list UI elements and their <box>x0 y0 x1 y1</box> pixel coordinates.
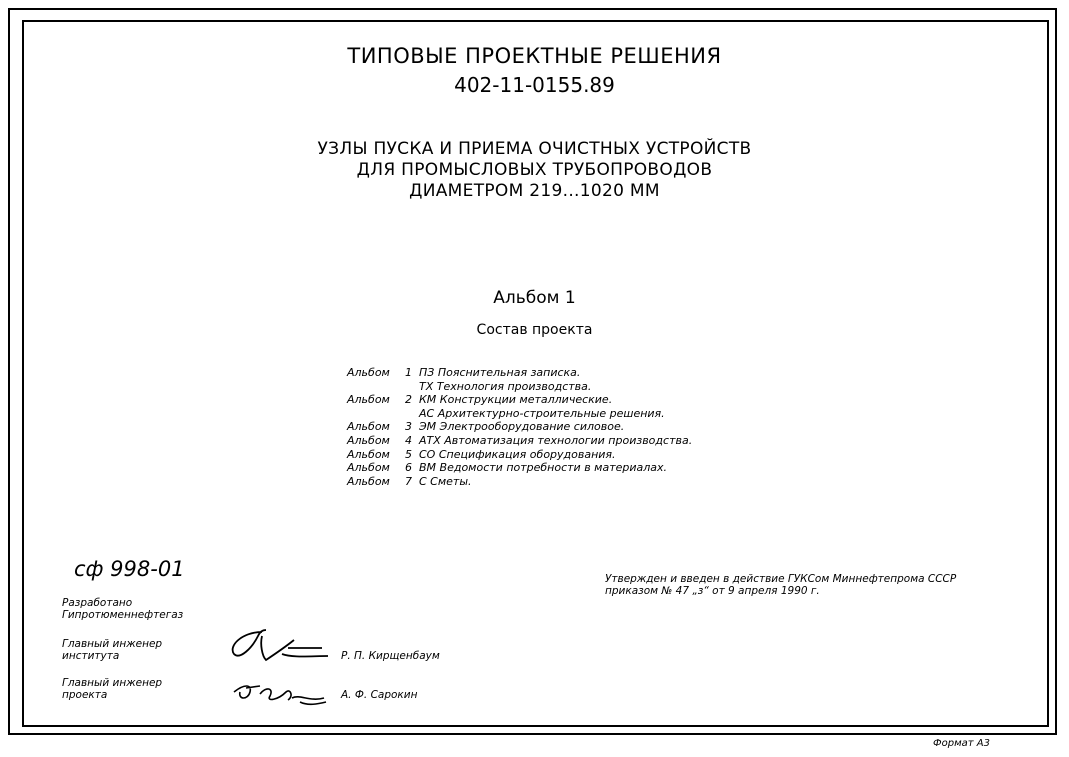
signature-kirschenbaum <box>222 626 332 666</box>
album-number: 5 <box>405 447 412 461</box>
approval-line: Утвержден и введен в действие ГУКСом Миннефтепрома СССР <box>605 573 957 585</box>
composition-list <box>347 366 692 488</box>
album-number: 3 <box>405 420 412 434</box>
album-content: КМ Конструкции металлические. <box>419 393 613 407</box>
document-number: 402-11-0155.89 <box>454 73 615 97</box>
role-label: Главный инженер <box>62 638 163 650</box>
album-number: 4 <box>405 433 412 447</box>
series-title: ТИПОВЫЕ ПРОЕКТНЫЕ РЕШЕНИЯ <box>347 44 722 68</box>
list-item <box>347 393 692 407</box>
developer-label: Разработано <box>62 597 133 609</box>
developer-block <box>62 597 183 621</box>
list-item <box>347 366 692 380</box>
list-item <box>347 407 692 421</box>
album-label: Альбом <box>347 366 390 379</box>
composition-heading: Состав проекта <box>476 322 593 338</box>
role-label: Главный инженер <box>62 677 163 689</box>
approval-block <box>605 573 956 597</box>
signature-sorokin <box>230 678 330 708</box>
chief-engineer-project <box>62 677 162 701</box>
album-number <box>405 380 419 394</box>
subject-line-3: ДИАМЕТРОМ 219...1020 ММ <box>409 181 660 201</box>
engineer-name: А. Ф. Сарокин <box>341 689 418 701</box>
subject-line-1: УЗЛЫ ПУСКА И ПРИЕМА ОЧИСТНЫХ УСТРОЙСТВ <box>317 139 752 159</box>
chief-engineer-institute <box>62 638 162 662</box>
album-label: Альбом <box>347 461 390 475</box>
role-label: института <box>62 650 120 662</box>
role-label: проекта <box>62 689 108 701</box>
album-label: Альбом <box>347 447 390 461</box>
album-label: Альбом <box>347 420 390 434</box>
album-number <box>405 407 419 421</box>
album-label: Альбом <box>347 433 390 447</box>
album-number: 1 <box>405 366 412 379</box>
engineer-name: Р. П. Кирщенбаум <box>341 650 440 662</box>
album-number: 7 <box>405 474 412 488</box>
album-content: АТХ Автоматизация технологии производства. <box>419 433 693 447</box>
list-item <box>347 448 692 462</box>
subject-line-2: ДЛЯ ПРОМЫСЛОВЫХ ТРУБОПРОВОДОВ <box>356 160 713 180</box>
list-item <box>347 420 692 434</box>
album-label <box>347 380 405 394</box>
album-number: 2 <box>405 393 412 407</box>
album-content: АС Архитектурно-строительные решения. <box>419 406 665 420</box>
document-code: сф 998-01 <box>74 557 185 581</box>
album-label: Альбом <box>347 474 390 488</box>
album-content: ВМ Ведомости потребности в материалах. <box>419 461 668 475</box>
album-content: СО Спецификация оборудования. <box>419 447 616 461</box>
developer-org: Гипротюменнефтегаз <box>62 609 184 621</box>
album-content: ПЗ Пояснительная записка. <box>419 366 581 379</box>
album-heading: Альбом 1 <box>493 288 576 308</box>
list-item <box>347 461 692 475</box>
album-number: 6 <box>405 461 412 475</box>
album-label: Альбом <box>347 393 390 407</box>
sheet-format: Формат А3 <box>933 738 990 749</box>
approval-line: приказом № 47 „з“ от 9 апреля 1990 г. <box>605 585 820 597</box>
album-content: ЭМ Электрооборудование силовое. <box>419 420 625 434</box>
album-content: С Сметы. <box>419 474 472 488</box>
list-item <box>347 380 692 394</box>
list-item <box>347 475 692 489</box>
album-label <box>347 407 405 421</box>
list-item <box>347 434 692 448</box>
album-content: ТХ Технология производства. <box>419 379 592 393</box>
